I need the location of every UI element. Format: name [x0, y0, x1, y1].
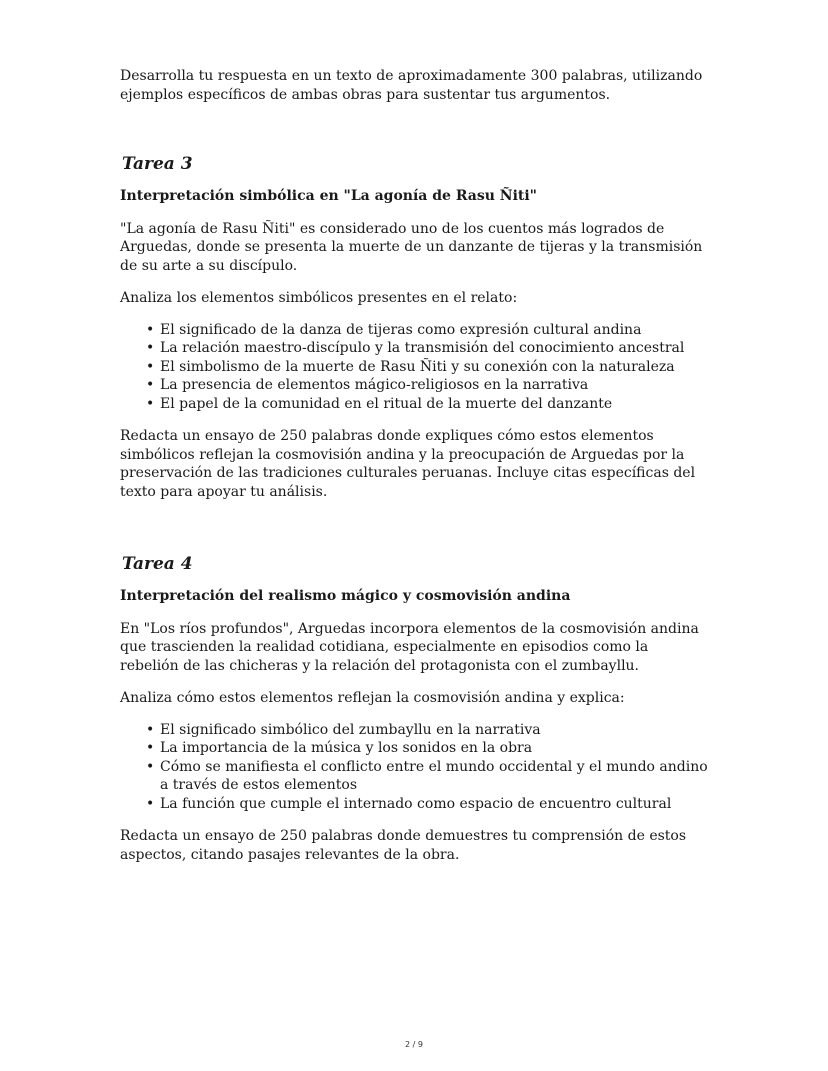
bullet-icon: • — [146, 721, 155, 738]
document-page — [120, 67, 710, 864]
bullet-icon: • — [146, 377, 155, 393]
list-item: • La función que cumple el internado como espacio de encuentro cultural — [146, 795, 672, 812]
tarea-4-paragraph-1: En "Los ríos profundos", Arguedas incorpora elementos de la cosmovisión andina que trascienden la realidad cotidiana, especialmente en episodios como la rebelión de las chicheras y la relación del protagonista con el zumbayllu. — [120, 620, 699, 674]
bullet-icon: • — [146, 395, 155, 412]
tarea-4-paragraph-2: Analiza cómo estos elementos reflejan la cosmovisión andina y explica: — [120, 690, 625, 706]
bullet-icon: • — [146, 740, 155, 756]
tarea-4-subtitle: Interpretación del realismo mágico y cosmovisión andina — [120, 588, 571, 604]
tarea-4-section — [120, 553, 710, 864]
tarea-4-list — [120, 721, 710, 814]
intro-paragraph: Desarrolla tu respuesta en un texto de aproximadamente 300 palabras, utilizando ejemplos específicos de ambas obras para sustentar tus argumentos. — [120, 68, 703, 103]
list-item: • El simbolismo de la muerte de Rasu Ñiti y su conexión con la naturaleza — [146, 358, 675, 375]
list-item: • El significado simbólico del zumbayllu en la narrativa — [146, 721, 541, 738]
tarea-3-paragraph-2: Analiza los elementos simbólicos presentes en el relato: — [120, 290, 518, 306]
tarea-4-paragraph-3: Redacta un ensayo de 250 palabras donde demuestres tu comprensión de estos aspectos, citando pasajes relevantes de la obra. — [120, 828, 687, 863]
tarea-3-list — [120, 321, 710, 414]
tarea-3-section — [120, 153, 710, 501]
bullet-icon: • — [146, 795, 155, 812]
bullet-icon: • — [146, 321, 155, 338]
page-number: 2 / 9 — [405, 1040, 423, 1049]
list-item: • El significado de la danza de tijeras como expresión cultural andina — [146, 321, 642, 338]
bullet-icon: • — [146, 358, 155, 375]
tarea-4-title: Tarea 4 — [122, 554, 193, 574]
list-item: • La relación maestro-discípulo y la transmisión del conocimiento ancestral — [146, 340, 685, 356]
bullet-icon: • — [146, 340, 155, 356]
list-item: • La presencia de elementos mágico-religiosos en la narrativa — [146, 377, 589, 393]
list-item: • La importancia de la música y los sonidos en la obra — [146, 740, 533, 756]
tarea-3-paragraph-1: "La agonía de Rasu Ñiti" es considerado uno de los cuentos más logrados de Arguedas, donde se presenta la muerte de un danzante de tijeras y la transmisión de su arte a su discípulo. — [120, 220, 703, 274]
tarea-3-title: Tarea 3 — [122, 154, 193, 174]
bullet-icon: • — [146, 758, 155, 775]
list-item: • El papel de la comunidad en el ritual de la muerte del danzante — [146, 395, 613, 412]
list-item: • Cómo se manifiesta el conflicto entre el mundo occidental y el mundo andino a través de estos elementos — [146, 758, 708, 793]
tarea-3-paragraph-3: Redacta un ensayo de 250 palabras donde expliques cómo estos elementos simbólicos reflejan la cosmovisión andina y la preocupación de Arguedas por la preservación de las tradiciones culturales peruanas. Incluye citas específicas del texto para apoyar tu análisis. — [120, 428, 696, 500]
tarea-3-subtitle: Interpretación simbólica en "La agonía de Rasu Ñiti" — [120, 188, 537, 204]
